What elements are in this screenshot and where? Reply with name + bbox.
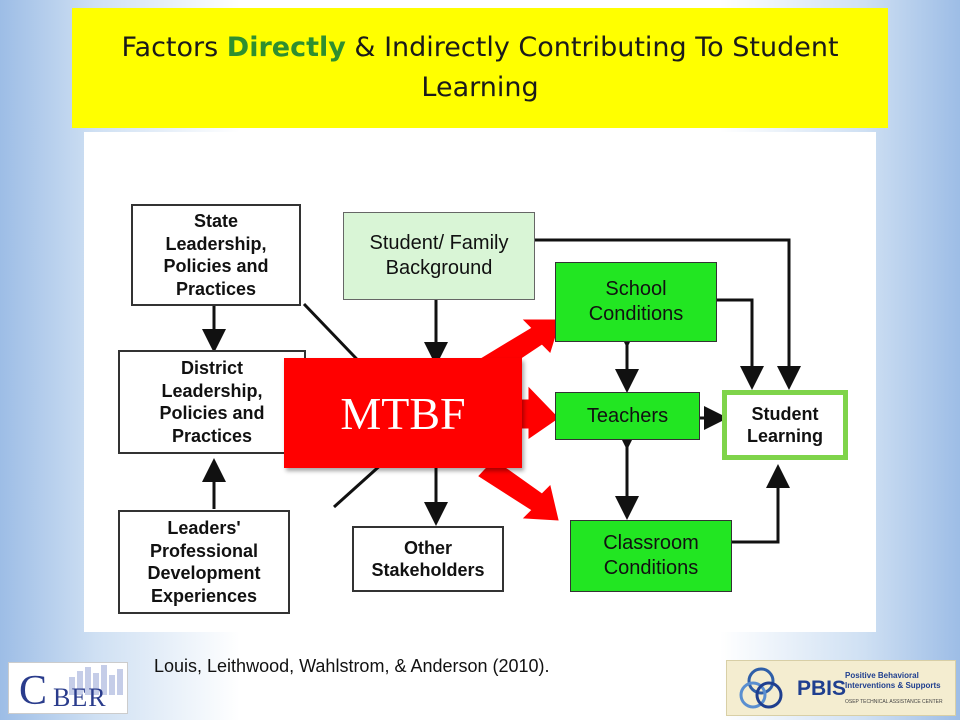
arrow-classroom-student <box>732 470 778 542</box>
node-other-stakeholders: Other Stakeholders <box>352 526 504 592</box>
pbis-name: PBIS <box>797 677 847 700</box>
cber-initial: C <box>19 668 48 714</box>
title-part-2: & Indirectly Contributing To Student Learning <box>345 31 839 103</box>
node-student-family-background: Student/ Family Background <box>343 212 535 300</box>
mtbf-overlay: MTBF <box>284 358 522 468</box>
pbis-circles-icon <box>733 663 789 715</box>
cber-rest: BER <box>53 683 107 712</box>
diagram <box>84 132 876 632</box>
pbis-logo <box>726 660 956 716</box>
node-district-leadership: District Leadership, Policies and Practices <box>118 350 306 454</box>
slide-title <box>72 8 888 128</box>
pbis-subtitle: Positive Behavioral Interventions & Supports <box>845 671 941 690</box>
node-classroom-conditions: Classroom Conditions <box>570 520 732 592</box>
node-leaders-development: Leaders' Professional Development Experiences <box>118 510 290 614</box>
arrow-school-student <box>716 300 752 384</box>
citation: Louis, Leithwood, Wahlstrom, & Anderson (2010). <box>154 656 550 676</box>
red-arrow-classroom <box>479 460 558 520</box>
node-student-learning: Student Learning <box>722 390 848 460</box>
title-part-1: Factors <box>121 31 227 63</box>
node-teachers: Teachers <box>555 392 700 440</box>
line-leaders-diagonal <box>334 462 384 507</box>
title-highlight: Directly <box>226 31 346 63</box>
pbis-center: OSEP TECHNICAL ASSISTANCE CENTER <box>845 699 943 705</box>
cber-logo <box>8 662 128 714</box>
node-school-conditions: School Conditions <box>555 262 717 342</box>
node-state-leadership: State Leadership, Policies and Practices <box>131 204 301 306</box>
